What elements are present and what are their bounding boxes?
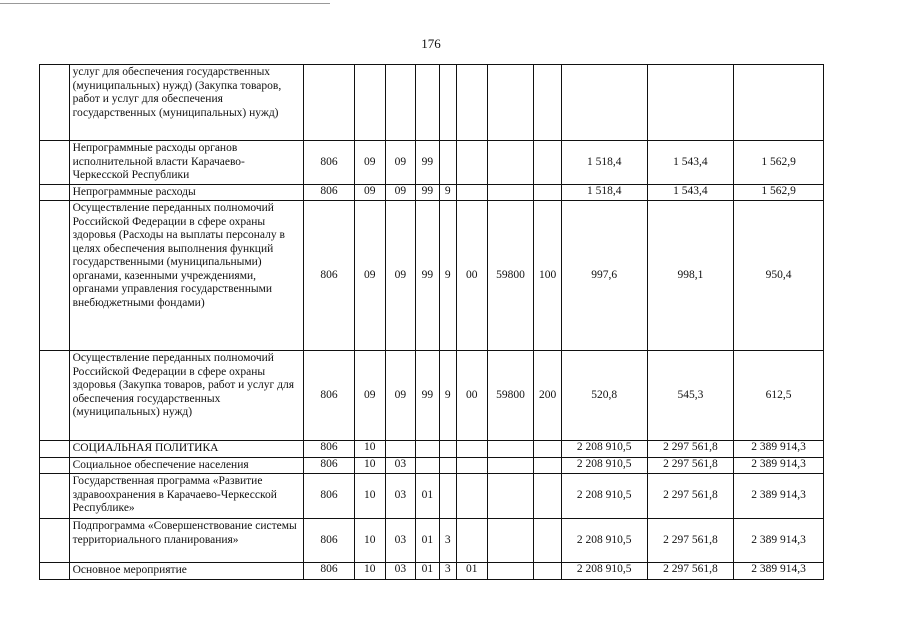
direction-code-cell: 59800 [487, 351, 534, 441]
row-index-cell [40, 563, 70, 580]
ministry-code-cell: 806 [304, 519, 355, 563]
row-index-cell [40, 474, 70, 519]
amount-year-1-cell: 2 208 910,5 [561, 474, 647, 519]
amount-year-1-cell: 520,8 [561, 351, 647, 441]
amount-year-2-cell: 2 297 561,8 [647, 457, 734, 474]
program-code-cell: 99 [416, 141, 439, 185]
ministry-code-cell: 806 [304, 184, 355, 201]
program-code-cell [416, 457, 439, 474]
subsection-code-cell: 03 [385, 457, 416, 474]
section-code-cell: 10 [355, 441, 386, 458]
row-name-cell: Осуществление переданных полномочий Российской Федерации в сфере охраны здоровья (Расходы на выплаты персоналу в целях обеспечения выполнения функций государственными (муниципальными) органами, казенными учреждениями, органами управления государственными внебюджетными фондами) [69, 201, 303, 351]
expense-type-code-cell [534, 441, 562, 458]
section-code-cell: 09 [355, 184, 386, 201]
row-index-cell [40, 201, 70, 351]
row-index-cell [40, 141, 70, 185]
ministry-code-cell: 806 [304, 351, 355, 441]
amount-year-2-cell [647, 65, 734, 141]
event-code-cell [456, 519, 487, 563]
expense-type-code-cell [534, 141, 562, 185]
amount-year-1-cell: 2 208 910,5 [561, 457, 647, 474]
row-name-cell: Основное мероприятие [69, 563, 303, 580]
row-name-cell: Государственная программа «Развитие здравоохранения в Карачаево-Черкесской Республике» [69, 474, 303, 519]
row-index-cell [40, 65, 70, 141]
subprogram-code-cell: 9 [439, 201, 456, 351]
expense-type-code-cell: 100 [534, 201, 562, 351]
event-code-cell: 00 [456, 351, 487, 441]
event-code-cell [456, 474, 487, 519]
program-code-cell: 01 [416, 519, 439, 563]
section-code-cell: 10 [355, 563, 386, 580]
event-code-cell [456, 141, 487, 185]
section-code-cell: 09 [355, 351, 386, 441]
row-name-cell: Социальное обеспечение населения [69, 457, 303, 474]
amount-year-2-cell: 1 543,4 [647, 141, 734, 185]
subprogram-code-cell [439, 65, 456, 141]
event-code-cell: 00 [456, 201, 487, 351]
row-index-cell [40, 457, 70, 474]
amount-year-1-cell: 2 208 910,5 [561, 519, 647, 563]
direction-code-cell [487, 65, 534, 141]
amount-year-2-cell: 2 297 561,8 [647, 474, 734, 519]
ministry-code-cell: 806 [304, 457, 355, 474]
amount-year-1-cell: 1 518,4 [561, 184, 647, 201]
subsection-code-cell: 09 [385, 184, 416, 201]
event-code-cell: 01 [456, 563, 487, 580]
amount-year-3-cell: 612,5 [734, 351, 824, 441]
amount-year-3-cell: 2 389 914,3 [734, 519, 824, 563]
amount-year-3-cell: 1 562,9 [734, 184, 824, 201]
table-row [40, 519, 824, 563]
subprogram-code-cell [439, 141, 456, 185]
table-row [40, 457, 824, 474]
section-code-cell [355, 65, 386, 141]
section-code-cell: 10 [355, 474, 386, 519]
table-row [40, 563, 824, 580]
subsection-code-cell [385, 65, 416, 141]
expense-type-code-cell [534, 65, 562, 141]
event-code-cell [456, 441, 487, 458]
subprogram-code-cell: 3 [439, 519, 456, 563]
amount-year-1-cell [561, 65, 647, 141]
amount-year-3-cell: 2 389 914,3 [734, 563, 824, 580]
row-name-cell: Непрограммные расходы органов исполнительной власти Карачаево-Черкесской Республики [69, 141, 303, 185]
ministry-code-cell: 806 [304, 474, 355, 519]
row-index-cell [40, 519, 70, 563]
subprogram-code-cell [439, 457, 456, 474]
ministry-code-cell: 806 [304, 201, 355, 351]
row-index-cell [40, 441, 70, 458]
amount-year-1-cell: 1 518,4 [561, 141, 647, 185]
subprogram-code-cell: 9 [439, 351, 456, 441]
ministry-code-cell: 806 [304, 441, 355, 458]
table-row [40, 201, 824, 351]
table-row [40, 351, 824, 441]
direction-code-cell [487, 563, 534, 580]
program-code-cell [416, 65, 439, 141]
amount-year-2-cell: 1 543,4 [647, 184, 734, 201]
direction-code-cell: 59800 [487, 201, 534, 351]
subsection-code-cell: 09 [385, 141, 416, 185]
direction-code-cell [487, 184, 534, 201]
amount-year-2-cell: 2 297 561,8 [647, 441, 734, 458]
row-name-cell: Непрограммные расходы [69, 184, 303, 201]
amount-year-3-cell [734, 65, 824, 141]
program-code-cell: 99 [416, 201, 439, 351]
subsection-code-cell [385, 441, 416, 458]
subprogram-code-cell [439, 441, 456, 458]
direction-code-cell [487, 141, 534, 185]
section-code-cell: 09 [355, 141, 386, 185]
amount-year-3-cell: 2 389 914,3 [734, 457, 824, 474]
direction-code-cell [487, 457, 534, 474]
section-code-cell: 10 [355, 457, 386, 474]
expense-type-code-cell [534, 474, 562, 519]
section-code-cell: 09 [355, 201, 386, 351]
amount-year-3-cell: 2 389 914,3 [734, 474, 824, 519]
program-code-cell [416, 441, 439, 458]
subsection-code-cell: 03 [385, 474, 416, 519]
amount-year-2-cell: 998,1 [647, 201, 734, 351]
expense-type-code-cell [534, 184, 562, 201]
ministry-code-cell: 806 [304, 563, 355, 580]
amount-year-2-cell: 545,3 [647, 351, 734, 441]
ministry-code-cell: 806 [304, 141, 355, 185]
row-name-cell: СОЦИАЛЬНАЯ ПОЛИТИКА [69, 441, 303, 458]
direction-code-cell [487, 441, 534, 458]
event-code-cell [456, 457, 487, 474]
amount-year-1-cell: 2 208 910,5 [561, 441, 647, 458]
row-name-cell: Подпрограмма «Совершенствование системы территориального планирования» [69, 519, 303, 563]
row-index-cell [40, 351, 70, 441]
expense-type-code-cell [534, 519, 562, 563]
header-rule [0, 3, 330, 4]
ministry-code-cell [304, 65, 355, 141]
amount-year-1-cell: 2 208 910,5 [561, 563, 647, 580]
event-code-cell [456, 65, 487, 141]
expense-type-code-cell [534, 457, 562, 474]
event-code-cell [456, 184, 487, 201]
table-row [40, 474, 824, 519]
amount-year-3-cell: 1 562,9 [734, 141, 824, 185]
program-code-cell: 99 [416, 351, 439, 441]
page-number: 176 [421, 36, 441, 51]
expense-type-code-cell: 200 [534, 351, 562, 441]
program-code-cell: 01 [416, 563, 439, 580]
budget-table [39, 64, 824, 580]
row-index-cell [40, 184, 70, 201]
subsection-code-cell: 09 [385, 351, 416, 441]
amount-year-2-cell: 2 297 561,8 [647, 519, 734, 563]
row-name-cell: Осуществление переданных полномочий Российской Федерации в сфере охраны здоровья (Закупка товаров, работ и услуг для обеспечения государственных (муниципальных) нужд) [69, 351, 303, 441]
row-name-cell: услуг для обеспечения государственных (муниципальных) нужд) (Закупка товаров, работ и услуг для обеспечения государственных (муниципальных) нужд) [69, 65, 303, 141]
section-code-cell: 10 [355, 519, 386, 563]
table-row [40, 141, 824, 185]
direction-code-cell [487, 474, 534, 519]
subprogram-code-cell [439, 474, 456, 519]
subsection-code-cell: 09 [385, 201, 416, 351]
program-code-cell: 01 [416, 474, 439, 519]
direction-code-cell [487, 519, 534, 563]
table-row [40, 441, 824, 458]
subprogram-code-cell: 3 [439, 563, 456, 580]
table-row [40, 65, 824, 141]
subsection-code-cell: 03 [385, 519, 416, 563]
expense-type-code-cell [534, 563, 562, 580]
subsection-code-cell: 03 [385, 563, 416, 580]
amount-year-3-cell: 2 389 914,3 [734, 441, 824, 458]
program-code-cell: 99 [416, 184, 439, 201]
amount-year-3-cell: 950,4 [734, 201, 824, 351]
amount-year-2-cell: 2 297 561,8 [647, 563, 734, 580]
amount-year-1-cell: 997,6 [561, 201, 647, 351]
subprogram-code-cell: 9 [439, 184, 456, 201]
table-row [40, 184, 824, 201]
